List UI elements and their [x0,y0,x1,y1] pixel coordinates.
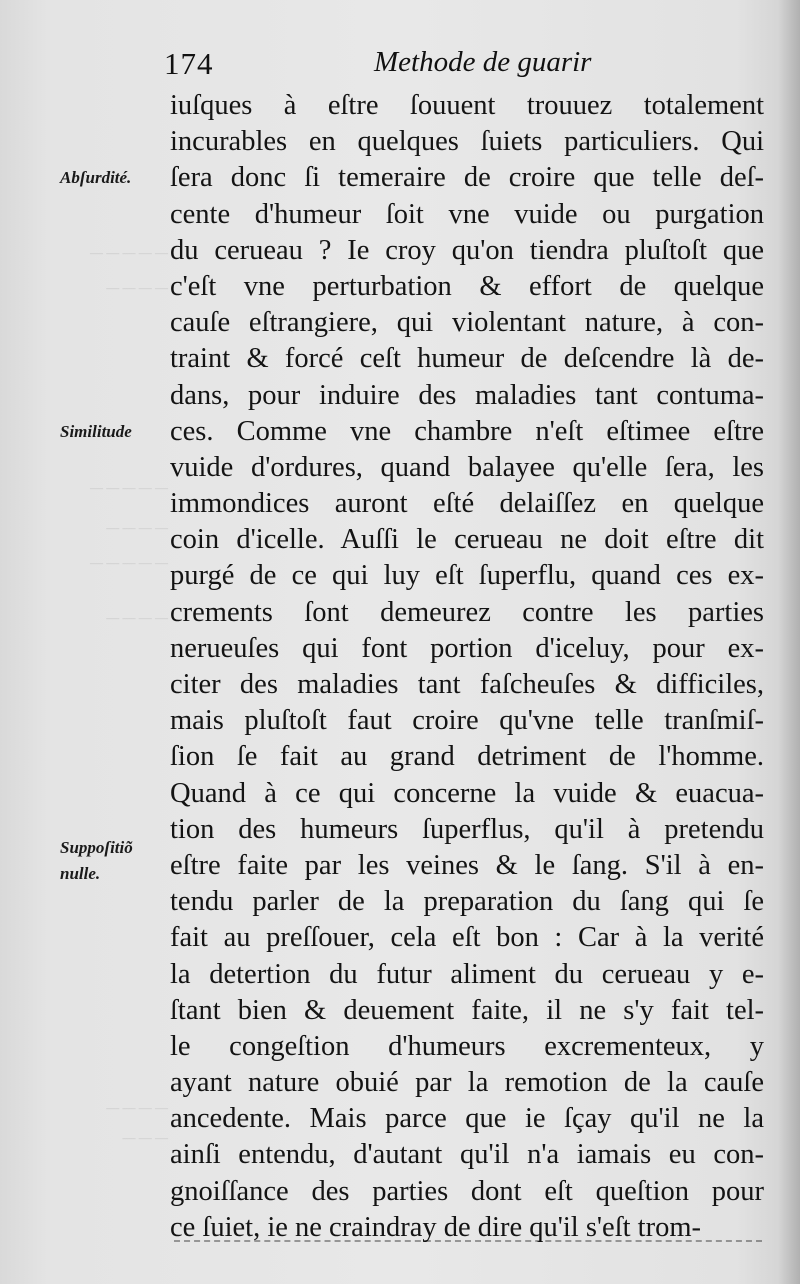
text-line: gnoiſſance des parties dont eſt queſtion pour [170,1175,764,1207]
text-line: ancedente. Mais parce que ie ſçay qu'il ne la [170,1103,764,1135]
text-line: fait au preſſouer, cela eſt bon : Car à la verité [170,922,764,954]
text-line: vuide d'ordures, quand balayee qu'elle ſera, les [170,451,764,483]
text-line: cente d'humeur ſoit vne vuide ou purgation [170,198,764,230]
text-line: la detertion du futur aliment du cerueau y e- [170,958,764,990]
bleed-through-mark: — — — — — [90,555,168,570]
bleed-through-mark: — — — — — [90,245,168,260]
text-line: cauſe eſtrangiere, qui violentant nature, à con- [170,307,764,339]
bleed-through-mark: — — — — [106,1100,168,1115]
margin-note-suppositio: Suppoſitiõ [60,838,133,857]
text-line: c'eſt vne perturbation & effort de quelque [170,270,764,302]
text-line: du cerueau ? Ie croy qu'on tiendra pluſtoſt que [170,234,764,266]
text-line: dans, pour induire des maladies tant contuma- [170,379,764,411]
text-line: mais pluſtoſt faut croire qu'vne telle tranſmiſ- [170,705,764,737]
page-bottom-rule [174,1240,762,1242]
text-line: ces. Comme vne chambre n'eſt eſtimee eſtre [170,415,764,447]
text-line: crements ſont demeurez contre les parties [170,596,764,628]
margin-note-similitude: Similitude [60,422,132,441]
text-line: le congeſtion d'humeurs excrementeux, y [170,1030,764,1062]
text-line: ce ſuiet, ie ne craindray de dire qu'il s'eſt trom- [170,1211,701,1243]
text-line: eſtre faite par les veines & le ſang. S'il à en- [170,849,764,881]
text-line: immondices auront eſté delaiſſez en quelque [170,488,764,520]
text-line: citer des maladies tant faſcheuſes & difficiles, [170,669,764,700]
bleed-through-mark: — — — — — [90,480,168,495]
page-number: 174 [164,46,214,81]
text-line: purgé de ce qui luy eſt ſuperflu, quand ces ex- [170,560,764,592]
text-line: ainſi entendu, d'autant qu'il n'a iamais eu con- [170,1139,764,1171]
text-line: nerueuſes qui font portion d'iceluy, pour ex- [170,632,764,664]
body-text [170,88,764,1246]
margin-note-absurdite: Abſurdité. [60,168,132,187]
text-line: iuſques à eſtre ſouuent trouuez totalement [170,90,764,121]
bleed-through-mark: — — — — [106,520,168,535]
text-line: coin d'icelle. Auſſi le cerueau ne doit eſtre dit [170,524,764,556]
text-line: ſtant bien & deuement faite, il ne s'y fait tel- [170,994,764,1026]
text-line: incurables en quelques ſuiets particuliers. Qui [170,126,764,158]
bleed-through-mark: — — — — [106,280,168,295]
margin-note-nulle: nulle. [60,864,101,883]
page-edge-shadow [778,0,800,1284]
text-line: ſion ſe fait au grand detriment de l'homme. [170,741,764,773]
bleed-through-mark: — — — — [106,610,168,625]
text-line: tendu parler de la preparation du ſang qui ſe [170,886,764,918]
text-line: ayant nature obuié par la remotion de la cauſe [170,1067,764,1099]
text-line: Quand à ce qui concerne la vuide & euacua- [170,777,764,809]
page-header [160,44,600,84]
bleed-through-mark: — — — [122,1130,168,1145]
text-line: traint & forcé ceſt humeur de deſcendre là de- [170,343,764,375]
text-line: tion des humeurs ſuperflus, qu'il à pretendu [170,813,764,845]
running-head: Methode de guarir [374,46,592,78]
text-line: ſera donc ſi temeraire de croire que telle deſ- [170,162,764,194]
